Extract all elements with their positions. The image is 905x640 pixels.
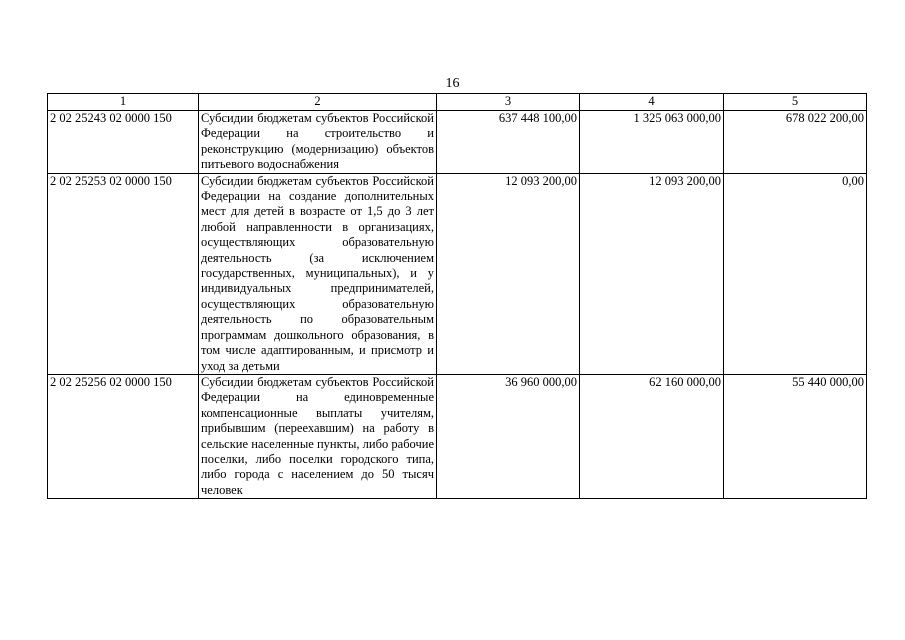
column-header-2: 2 (199, 94, 437, 111)
budget-code: 2 02 25253 02 0000 150 (48, 173, 199, 374)
table-header-row (48, 94, 867, 111)
amount-column-5: 55 440 000,00 (724, 374, 867, 498)
budget-code: 2 02 25256 02 0000 150 (48, 374, 199, 498)
budget-description: Субсидии бюджетам субъектов Российской Федерации на единовременные компенсационные выплаты учителям, прибывшим (переехавшим) на работу в сельские населенные пункты, либо рабочие поселки, либо поселки городского типа, либо города с населением до 50 тысяч человек (199, 374, 437, 498)
budget-description: Субсидии бюджетам субъектов Российской Федерации на строительство и реконструкцию (модернизацию) объектов питьевого водоснабжения (199, 111, 437, 174)
amount-column-3: 36 960 000,00 (437, 374, 580, 498)
amount-column-5: 678 022 200,00 (724, 111, 867, 174)
amount-column-3: 637 448 100,00 (437, 111, 580, 174)
table-row (48, 111, 867, 174)
column-header-1: 1 (48, 94, 199, 111)
budget-description: Субсидии бюджетам субъектов Российской Федерации на создание дополнительных мест для детей в возрасте от 1,5 до 3 лет любой направленности в организациях, осуществляющих образовательную деятельность (за исключением государственных, муниципальных), и у индивидуальных предпринимателей, осуществляющих образовательную деятельность по образовательным программам дошкольного образования, в том числе адаптированным, и присмотр и уход за детьми (199, 173, 437, 374)
page-number: 16 (445, 76, 460, 91)
amount-column-4: 62 160 000,00 (580, 374, 724, 498)
amount-column-3: 12 093 200,00 (437, 173, 580, 374)
amount-column-5: 0,00 (724, 173, 867, 374)
budget-code: 2 02 25243 02 0000 150 (48, 111, 199, 174)
column-header-4: 4 (580, 94, 724, 111)
column-header-3: 3 (437, 94, 580, 111)
amount-column-4: 12 093 200,00 (580, 173, 724, 374)
amount-column-4: 1 325 063 000,00 (580, 111, 724, 174)
budget-table (47, 93, 867, 499)
column-header-5: 5 (724, 94, 867, 111)
table-row (48, 374, 867, 498)
table-row (48, 173, 867, 374)
